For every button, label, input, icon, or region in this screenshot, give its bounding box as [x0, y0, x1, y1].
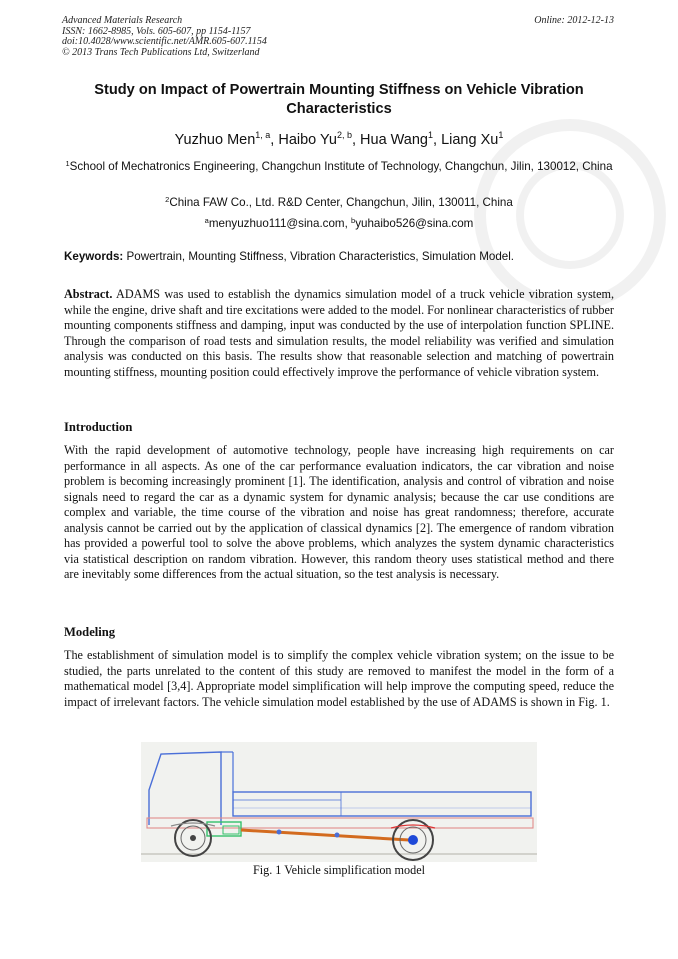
author-name: Haibo Yu [278, 132, 337, 148]
email-superscript: b [351, 216, 356, 225]
issn-line: ISSN: 1662-8985, Vols. 605-607, pp 1154-1157 [62, 25, 251, 37]
modeling-text: The establishment of simulation model is to simplify the complex vehicle vibration system; on the issue to be studied, the parts unrelated to the content of this study are removed to manifest the model in the form of a mathematical model [3,4]. Appropriate model simplification will help improve the computing speed, reduce the impact of irrelevant factors. The vehicle simulation model established by the use of ADAMS is shown in Fig. 1. [64, 648, 614, 709]
author-emails [50, 213, 628, 232]
paper-title: Study on Impact of Powertrain Mounting Stiffness on Vehicle Vibration Characteristics [94, 82, 584, 117]
online-date: Online: 2012-12-13 [534, 15, 614, 26]
vehicle-model-figure [141, 742, 537, 862]
abstract-label: Abstract. [64, 287, 113, 301]
journal-header [62, 16, 267, 58]
modeling-heading: Modeling [64, 625, 116, 639]
affiliation-text: China FAW Co., Ltd. R&D Center, Changchun, Jilin, 130011, China [169, 196, 513, 209]
author-superscript: 1 [498, 130, 504, 140]
author-name: Yuzhuo Men [174, 132, 256, 148]
copyright-line: © 2013 Trans Tech Publications Ltd, Switzerland [62, 46, 260, 58]
figure-background [141, 742, 537, 862]
author-superscript: 1, a [255, 130, 271, 140]
introduction-heading: Introduction [64, 420, 133, 434]
shaft-joint [335, 833, 340, 838]
email-a: menyuzhuo111@sina.com, [208, 217, 348, 230]
abstract-text: ADAMS was used to establish the dynamics simulation model of a truck vehicle vibration system, while the engine, drive shaft and tire excitations were added to the model. For nonlinear characteristics of rubber mounting components stiffness and damping, input was conducted by the use of interpolation function SPLINE. Through the comparison of road tests and simulation results, the model reliability was verified and simulation analysis was conducted on this basis. The results show that reasonable selection and matching of powertrain mounting stiffness, mounting position could effectively improve the performance of vehicle vibration system. [64, 287, 615, 379]
doi-line: doi:10.4028/www.scientific.net/AMR.605-607.1154 [62, 36, 267, 47]
affiliation-2 [50, 192, 628, 211]
affiliation-1 [50, 156, 628, 175]
shaft-joint [277, 830, 282, 835]
journal-name: Advanced Materials Research [62, 15, 183, 26]
email-b: yuhaibo526@sina.com [355, 217, 474, 230]
abstract [64, 287, 614, 380]
figure-caption: Fig. 1 Vehicle simplification model [252, 863, 426, 877]
affiliation-superscript: 1 [65, 159, 70, 168]
affiliation-superscript: 2 [165, 195, 170, 204]
author-name: Hua Wang [360, 132, 428, 148]
keywords-text: Powertrain, Mounting Stiffness, Vibration Characteristics, Simulation Model. [126, 250, 515, 263]
email-superscript: a [204, 216, 209, 225]
keywords-label: Keywords: [64, 250, 124, 263]
introduction-text: With the rapid development of automotive technology, people have increasing high requirements on car performance in all aspects. As one of the car performance evaluation indicators, the car vibration and noise problem is becoming increasingly prominent [1]. The identification, analysis and control of vibration and noise signals need to regard the car as a dynamic system for dynamic analysis; because the car use conditions are complex and variable, the time course of the vibration and noise has great randomness; therefore, accurate analysis cannot be carried out by the application of classical dynamics [2]. The emergence of random vibration has provided a powerful tool to solve the above problems, which analyzes the system dynamic characteristics via statistical description on random vibration. However, this random theory uses statistical method and there are inevitably some differences from the actual situation, so the test analysis is necessary. [64, 443, 614, 581]
affiliation-text: School of Mechatronics Engineering, Changchun Institute of Technology, Changchun, Jilin, 130012, China [69, 160, 613, 173]
author-superscript: 2, b [336, 130, 352, 140]
author-superscript: 1 [428, 130, 434, 140]
author-list: Yuzhuo Men$^{1, a}$, Haibo Yu$^{2, b}$, Hua Wang$^1$, Liang Xu$^1$ [174, 130, 504, 148]
rear-axle-hub [408, 835, 418, 845]
author-name: Liang Xu [441, 132, 499, 148]
keywords [64, 250, 624, 263]
